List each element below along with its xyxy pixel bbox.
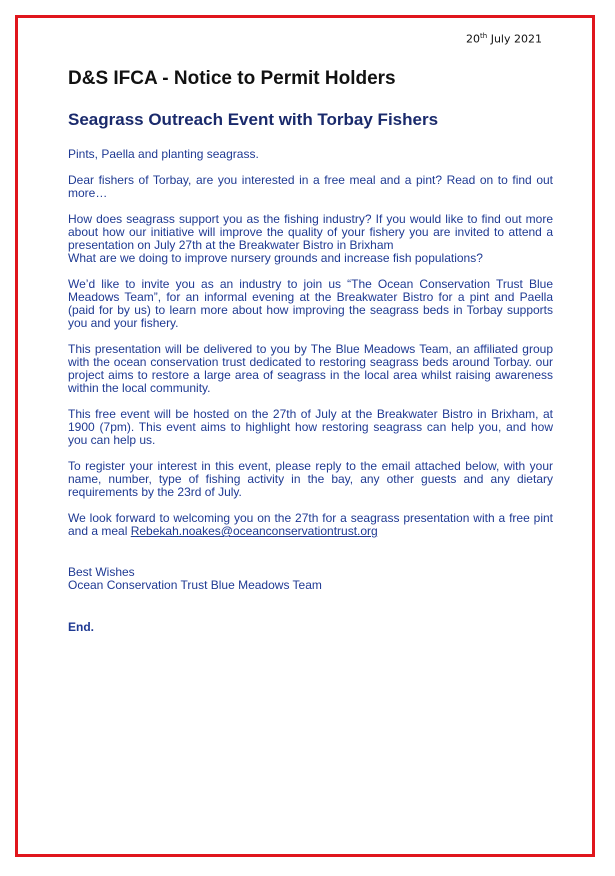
closing-text: We look forward to welcoming you on the 27th for a seagrass presentation with a free pint and a meal	[68, 511, 553, 538]
notice-content	[68, 68, 553, 634]
tagline-paragraph: Pints, Paella and planting seagrass.	[68, 147, 259, 161]
event-details-paragraph: This free event will be hosted on the 27th of July at the Breakwater Bistro in Brixham, at 1900 (7pm). This event aims to highlight how restoring seagrass can help you, and how you can help us.	[68, 407, 553, 447]
end-marker: End.	[68, 620, 94, 634]
question-text: What are we doing to improve nursery grounds and increase fish populations?	[68, 251, 483, 265]
email-link[interactable]: Rebekah.noakes@oceanconservationtrust.org	[130, 524, 378, 538]
page-border	[15, 15, 595, 857]
event-subtitle: Seagrass Outreach Event with Torbay Fishers	[68, 110, 439, 129]
invitation-paragraph	[68, 213, 553, 265]
invitation-text: How does seagrass support you as the fishing industry? If you would like to find out more about how our initiative will improve the quality of your fishery you are invited to attend a presentation on July 27th at the Breakwater Bistro in Brixham	[68, 212, 553, 252]
document-date: 20th July 2021	[466, 32, 542, 46]
closing-paragraph	[68, 512, 553, 538]
presenter-paragraph: This presentation will be delivered to you by The Blue Meadows Team, an affiliated group with the ocean conservation trust dedicated to restoring seagrass beds around Torbay. our project aims to restore a large area of seagrass in the local area whilst raising awareness within the local community.	[68, 342, 553, 395]
signoff-greeting: Best Wishes	[68, 565, 135, 579]
notice-title: D&S IFCA - Notice to Permit Holders	[68, 68, 396, 89]
signoff-team: Ocean Conservation Trust Blue Meadows Team	[68, 578, 322, 592]
register-paragraph: To register your interest in this event, please reply to the email attached below, with your name, number, type of fishing activity in the bay, any other guests and any dietary requirements by the 23rd of July.	[68, 459, 553, 499]
signoff	[68, 566, 553, 592]
greeting-paragraph: Dear fishers of Torbay, are you interested in a free meal and a pint? Read on to find out more…	[68, 173, 553, 200]
join-paragraph: We’d like to invite you as an industry to join us “The Ocean Conservation Trust Blue Meadows Team”, for an informal evening at the Breakwater Bistro for a pint and Paella (paid for by us) to learn more about how improving the seagrass beds in Torbay supports you and your fishery.	[68, 277, 553, 330]
